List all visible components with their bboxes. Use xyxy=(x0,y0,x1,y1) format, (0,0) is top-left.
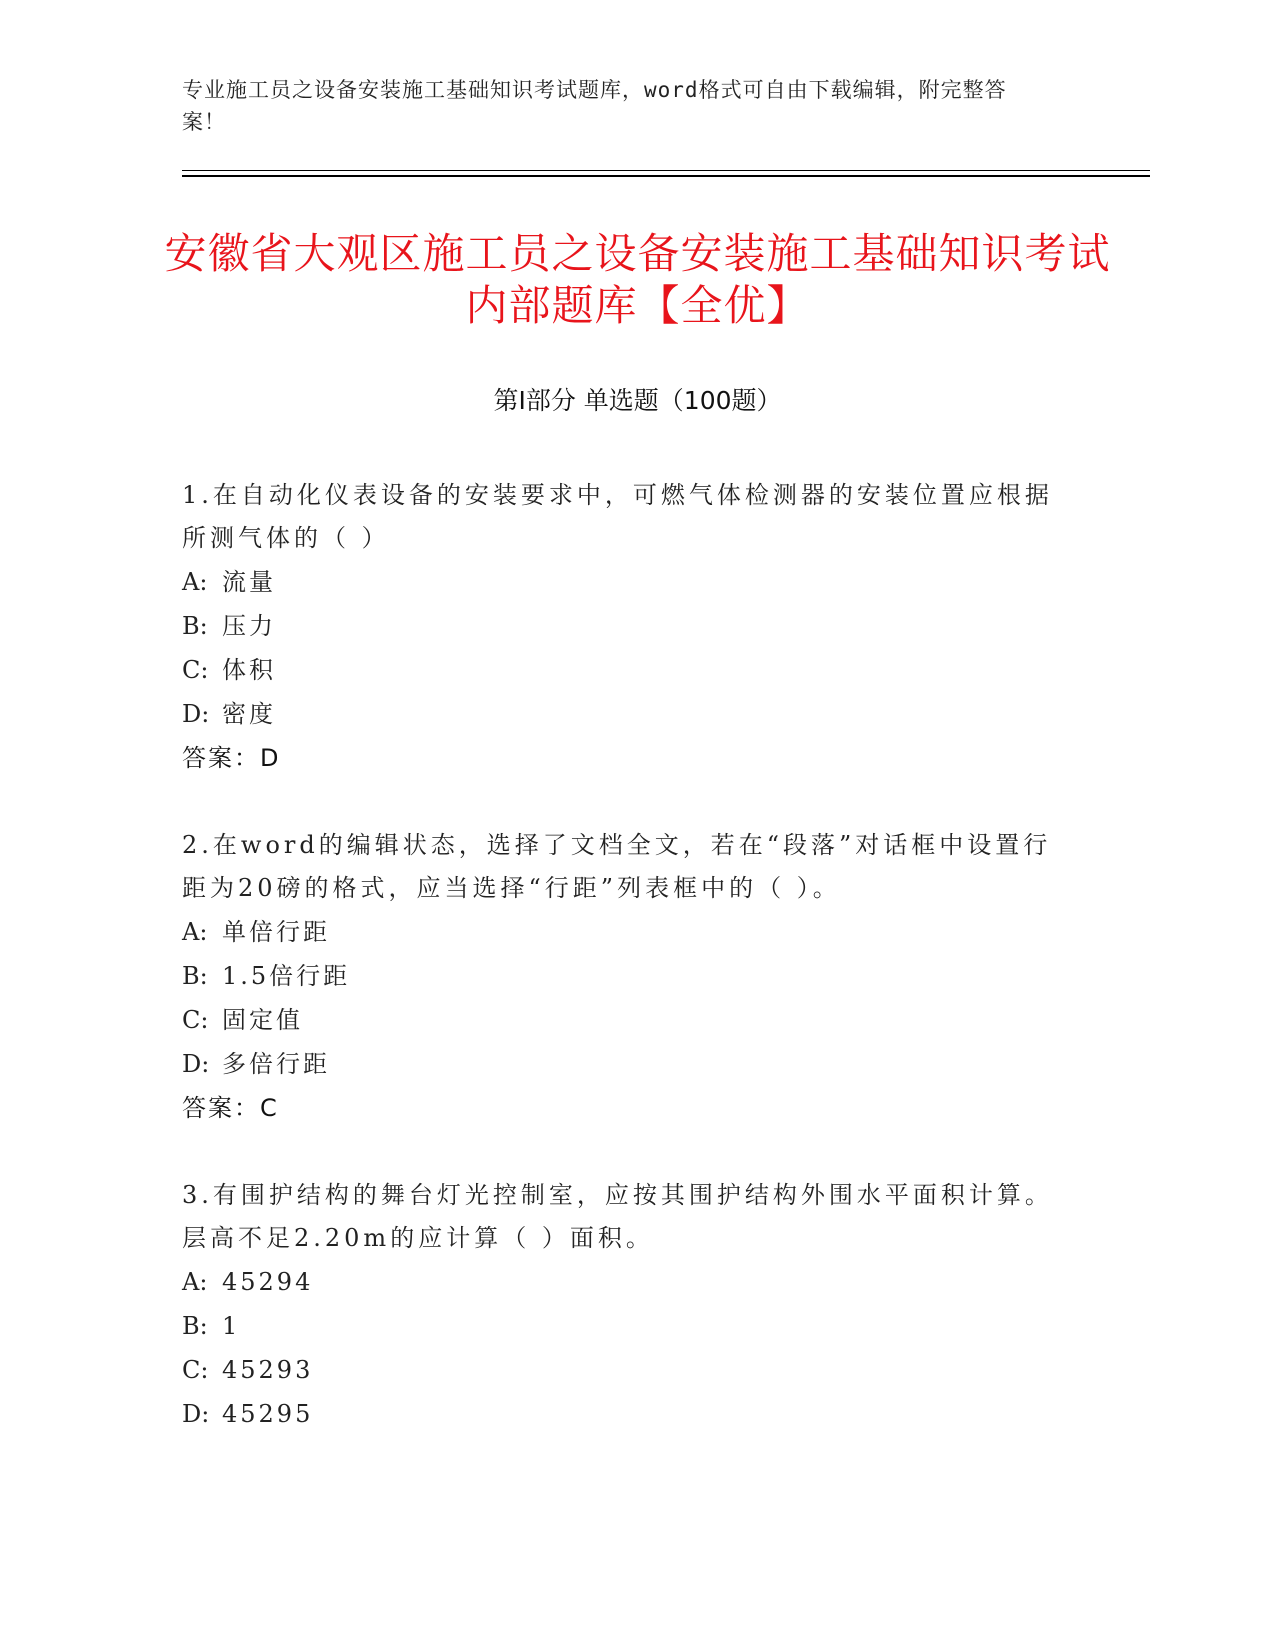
option-key: C: xyxy=(182,1006,209,1034)
option-key: D: xyxy=(182,700,210,728)
option-text: 45293 xyxy=(222,1356,314,1384)
question-stem: 3.有围护结构的舞台灯光控制室，应按其围护结构外围水平面积计算。层高不足2.20m的应计算（ ）面积。 xyxy=(182,1181,1053,1252)
option-d xyxy=(182,692,1072,736)
option-text: 流量 xyxy=(222,568,276,596)
question-list xyxy=(182,474,1072,1480)
option-a xyxy=(182,560,1072,604)
option-d xyxy=(182,1042,1072,1086)
option-key: B: xyxy=(182,962,208,990)
document-title: 安徽省大观区施工员之设备安装施工基础知识考试内部题库【全优】 xyxy=(164,229,1111,330)
option-b xyxy=(182,1304,1072,1348)
option-c xyxy=(182,1348,1072,1392)
option-key: A: xyxy=(182,1268,208,1296)
option-text: 45295 xyxy=(222,1400,314,1428)
option-key: C: xyxy=(182,656,209,684)
option-key: D: xyxy=(182,1050,210,1078)
question-1 xyxy=(182,474,1072,780)
option-text: 多倍行距 xyxy=(222,1050,330,1078)
question-2 xyxy=(182,824,1072,1130)
option-key: B: xyxy=(182,1312,208,1340)
header-note: 专业施工员之设备安装施工基础知识考试题库，word格式可自由下载编辑，附完整答案！ xyxy=(182,78,1007,134)
question-3 xyxy=(182,1174,1072,1436)
option-b xyxy=(182,604,1072,648)
option-key: A: xyxy=(182,918,208,946)
option-c xyxy=(182,998,1072,1042)
section-heading: 第Ⅰ部分 单选题（100题） xyxy=(493,386,782,415)
header-rule-thin xyxy=(182,170,1150,171)
option-text: 密度 xyxy=(222,700,276,728)
option-d xyxy=(182,1392,1072,1436)
question-stem: 1.在自动化仪表设备的安装要求中，可燃气体检测器的安装位置应根据所测气体的（ ） xyxy=(182,481,1053,552)
option-key: C: xyxy=(182,1356,209,1384)
answer: 答案：C xyxy=(182,1094,279,1122)
option-a xyxy=(182,1260,1072,1304)
answer: 答案：D xyxy=(182,744,281,772)
option-text: 1 xyxy=(222,1312,241,1340)
option-text: 压力 xyxy=(222,612,276,640)
option-a xyxy=(182,910,1072,954)
option-key: B: xyxy=(182,612,208,640)
header-rule-thick xyxy=(182,175,1150,177)
option-text: 1.5倍行距 xyxy=(222,962,351,990)
option-text: 体积 xyxy=(222,656,276,684)
option-b xyxy=(182,954,1072,998)
option-text: 固定值 xyxy=(222,1006,303,1034)
option-key: A: xyxy=(182,568,208,596)
option-text: 单倍行距 xyxy=(222,918,330,946)
question-stem: 2.在word的编辑状态，选择了文档全文，若在“段落”对话框中设置行距为20磅的格式，应当选择“行距”列表框中的（ ）。 xyxy=(182,831,1052,902)
option-key: D: xyxy=(182,1400,210,1428)
option-c xyxy=(182,648,1072,692)
option-text: 45294 xyxy=(222,1268,314,1296)
